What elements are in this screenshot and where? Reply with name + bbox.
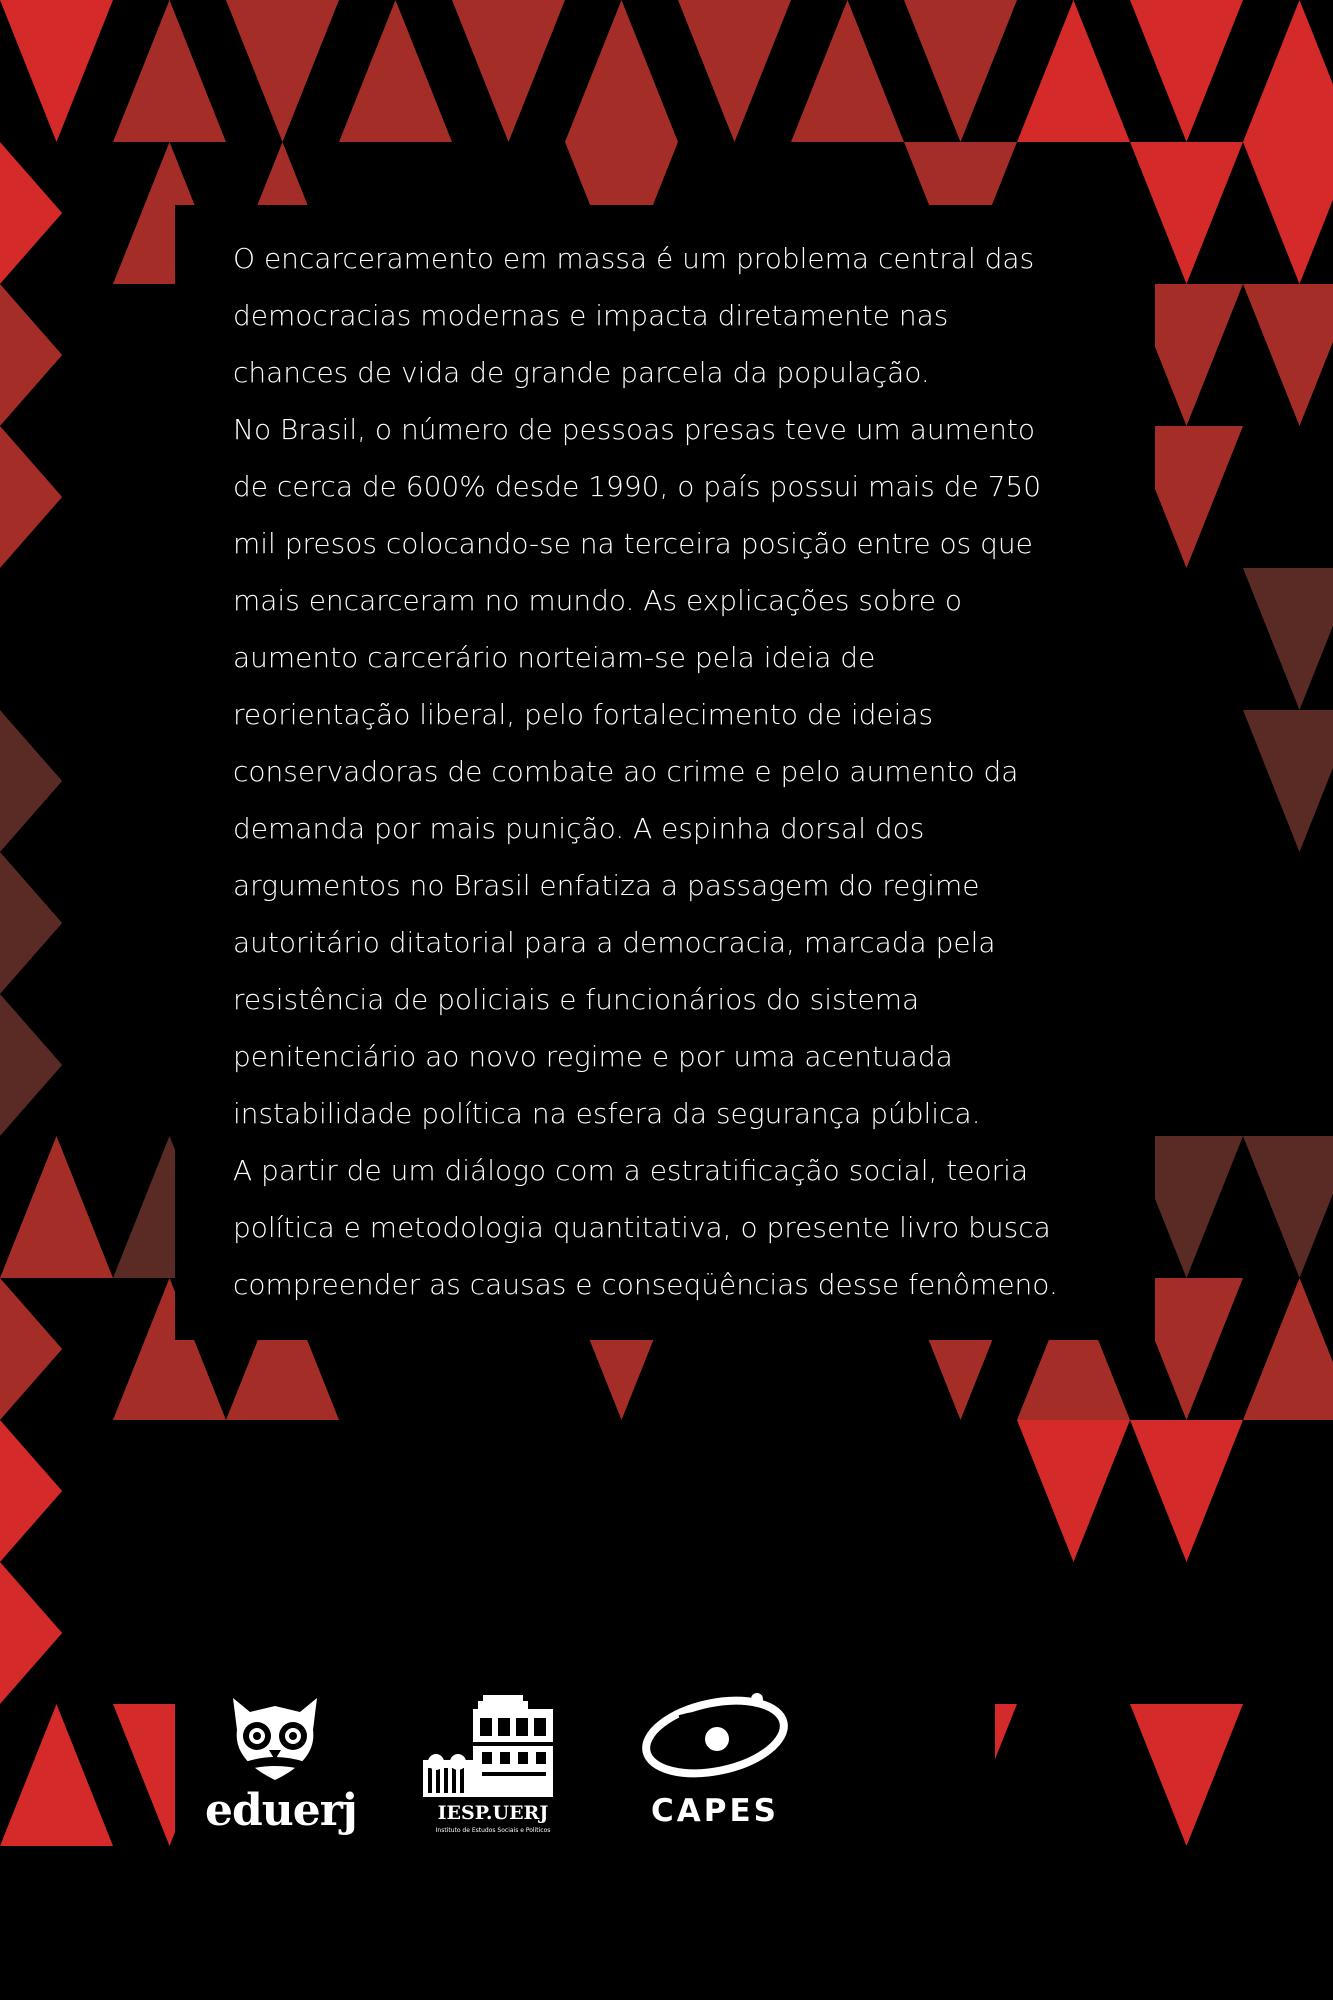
decorative-triangle <box>1130 1420 1243 1562</box>
decorative-triangle <box>339 0 452 142</box>
decorative-triangle <box>113 0 226 142</box>
description-line: política e metodologia quantitativa, o presente livro busca <box>233 1211 1051 1244</box>
description-line: aumento carcerário norteiam-se pela ideia de <box>233 641 876 674</box>
decorative-triangle <box>1130 1704 1243 1846</box>
capes-logo <box>635 1685 795 1835</box>
decorative-triangle <box>0 994 62 1136</box>
description-line: mais encarceram no mundo. As explicações sobre o <box>233 584 963 617</box>
decorative-triangle <box>1243 142 1333 284</box>
description-line: de cerca de 600% desde 1990, o país possui mais de 750 <box>233 470 1042 503</box>
description-line: autoritário ditatorial para a democracia, marcada pela <box>233 926 996 959</box>
decorative-triangle <box>904 0 1017 142</box>
decorative-triangle <box>0 426 62 568</box>
decorative-triangle <box>1243 1136 1333 1278</box>
description-line: democracias modernas e impacta diretamente nas <box>233 299 949 332</box>
decorative-triangle <box>0 1704 113 1846</box>
decorative-triangle <box>0 142 62 284</box>
decorative-triangle <box>1130 0 1243 142</box>
description-line: demanda por mais punição. A espinha dorsal dos <box>233 812 925 845</box>
decorative-triangle <box>0 1562 62 1704</box>
eduerj-logo <box>205 1690 357 1840</box>
decorative-triangle <box>1243 284 1333 426</box>
decorative-triangle <box>452 0 565 142</box>
capes-wordmark: CAPES <box>651 1793 779 1829</box>
decorative-triangle <box>1243 710 1333 852</box>
decorative-triangle <box>791 0 904 142</box>
decorative-triangle <box>0 1136 113 1278</box>
decorative-triangle <box>1243 0 1333 142</box>
description-line: argumentos no Brasil enfatiza a passagem do regime <box>233 869 980 902</box>
decorative-triangle <box>1243 1278 1333 1420</box>
description-line: reorientação liberal, pelo fortalecimento de ideias <box>233 698 934 731</box>
decorative-triangle <box>565 0 678 142</box>
decorative-triangle <box>0 284 62 426</box>
back-cover-description <box>233 230 1133 1313</box>
decorative-triangle <box>678 0 791 142</box>
decorative-triangle <box>0 1420 62 1562</box>
decorative-triangle <box>1017 0 1130 142</box>
description-line: penitenciário ao novo regime e por uma acentuada <box>233 1040 953 1073</box>
description-line: instabilidade política na esfera da segurança pública. <box>233 1097 981 1130</box>
decorative-triangle <box>1243 568 1333 710</box>
decorative-triangle <box>0 0 113 142</box>
decorative-triangle <box>226 0 339 142</box>
iesp-uerj-subtitle: Instituto de Estudos Sociais e Políticos <box>435 1827 551 1834</box>
description-line: mil presos colocando-se na terceira posição entre os que <box>233 527 1033 560</box>
description-line: O encarceramento em massa é um problema central das <box>233 242 1035 275</box>
decorative-triangle <box>0 1278 62 1420</box>
decorative-triangle <box>0 852 62 994</box>
description-line: A partir de um diálogo com a estratificação social, teoria <box>233 1154 1029 1187</box>
decorative-triangle <box>0 710 62 852</box>
owl-icon <box>205 1690 345 1785</box>
description-line: chances de vida de grande parcela da população. <box>233 356 930 389</box>
iesp-uerj-wordmark: IESP.UERJ <box>437 1802 549 1824</box>
description-line: resistência de policiais e funcionários do sistema <box>233 983 920 1016</box>
eduerj-wordmark: eduerj <box>205 1785 357 1836</box>
decorative-triangle <box>1017 1420 1130 1562</box>
description-line: compreender as causas e conseqüências desse fenômeno. <box>233 1268 1058 1301</box>
building-icon <box>418 1690 568 1800</box>
capes-orbit-icon <box>635 1685 795 1790</box>
description-line: conservadoras de combate ao crime e pelo aumento da <box>233 755 1019 788</box>
iesp-uerj-logo <box>418 1690 568 1840</box>
description-line: No Brasil, o número de pessoas presas teve um aumento <box>233 413 1035 446</box>
